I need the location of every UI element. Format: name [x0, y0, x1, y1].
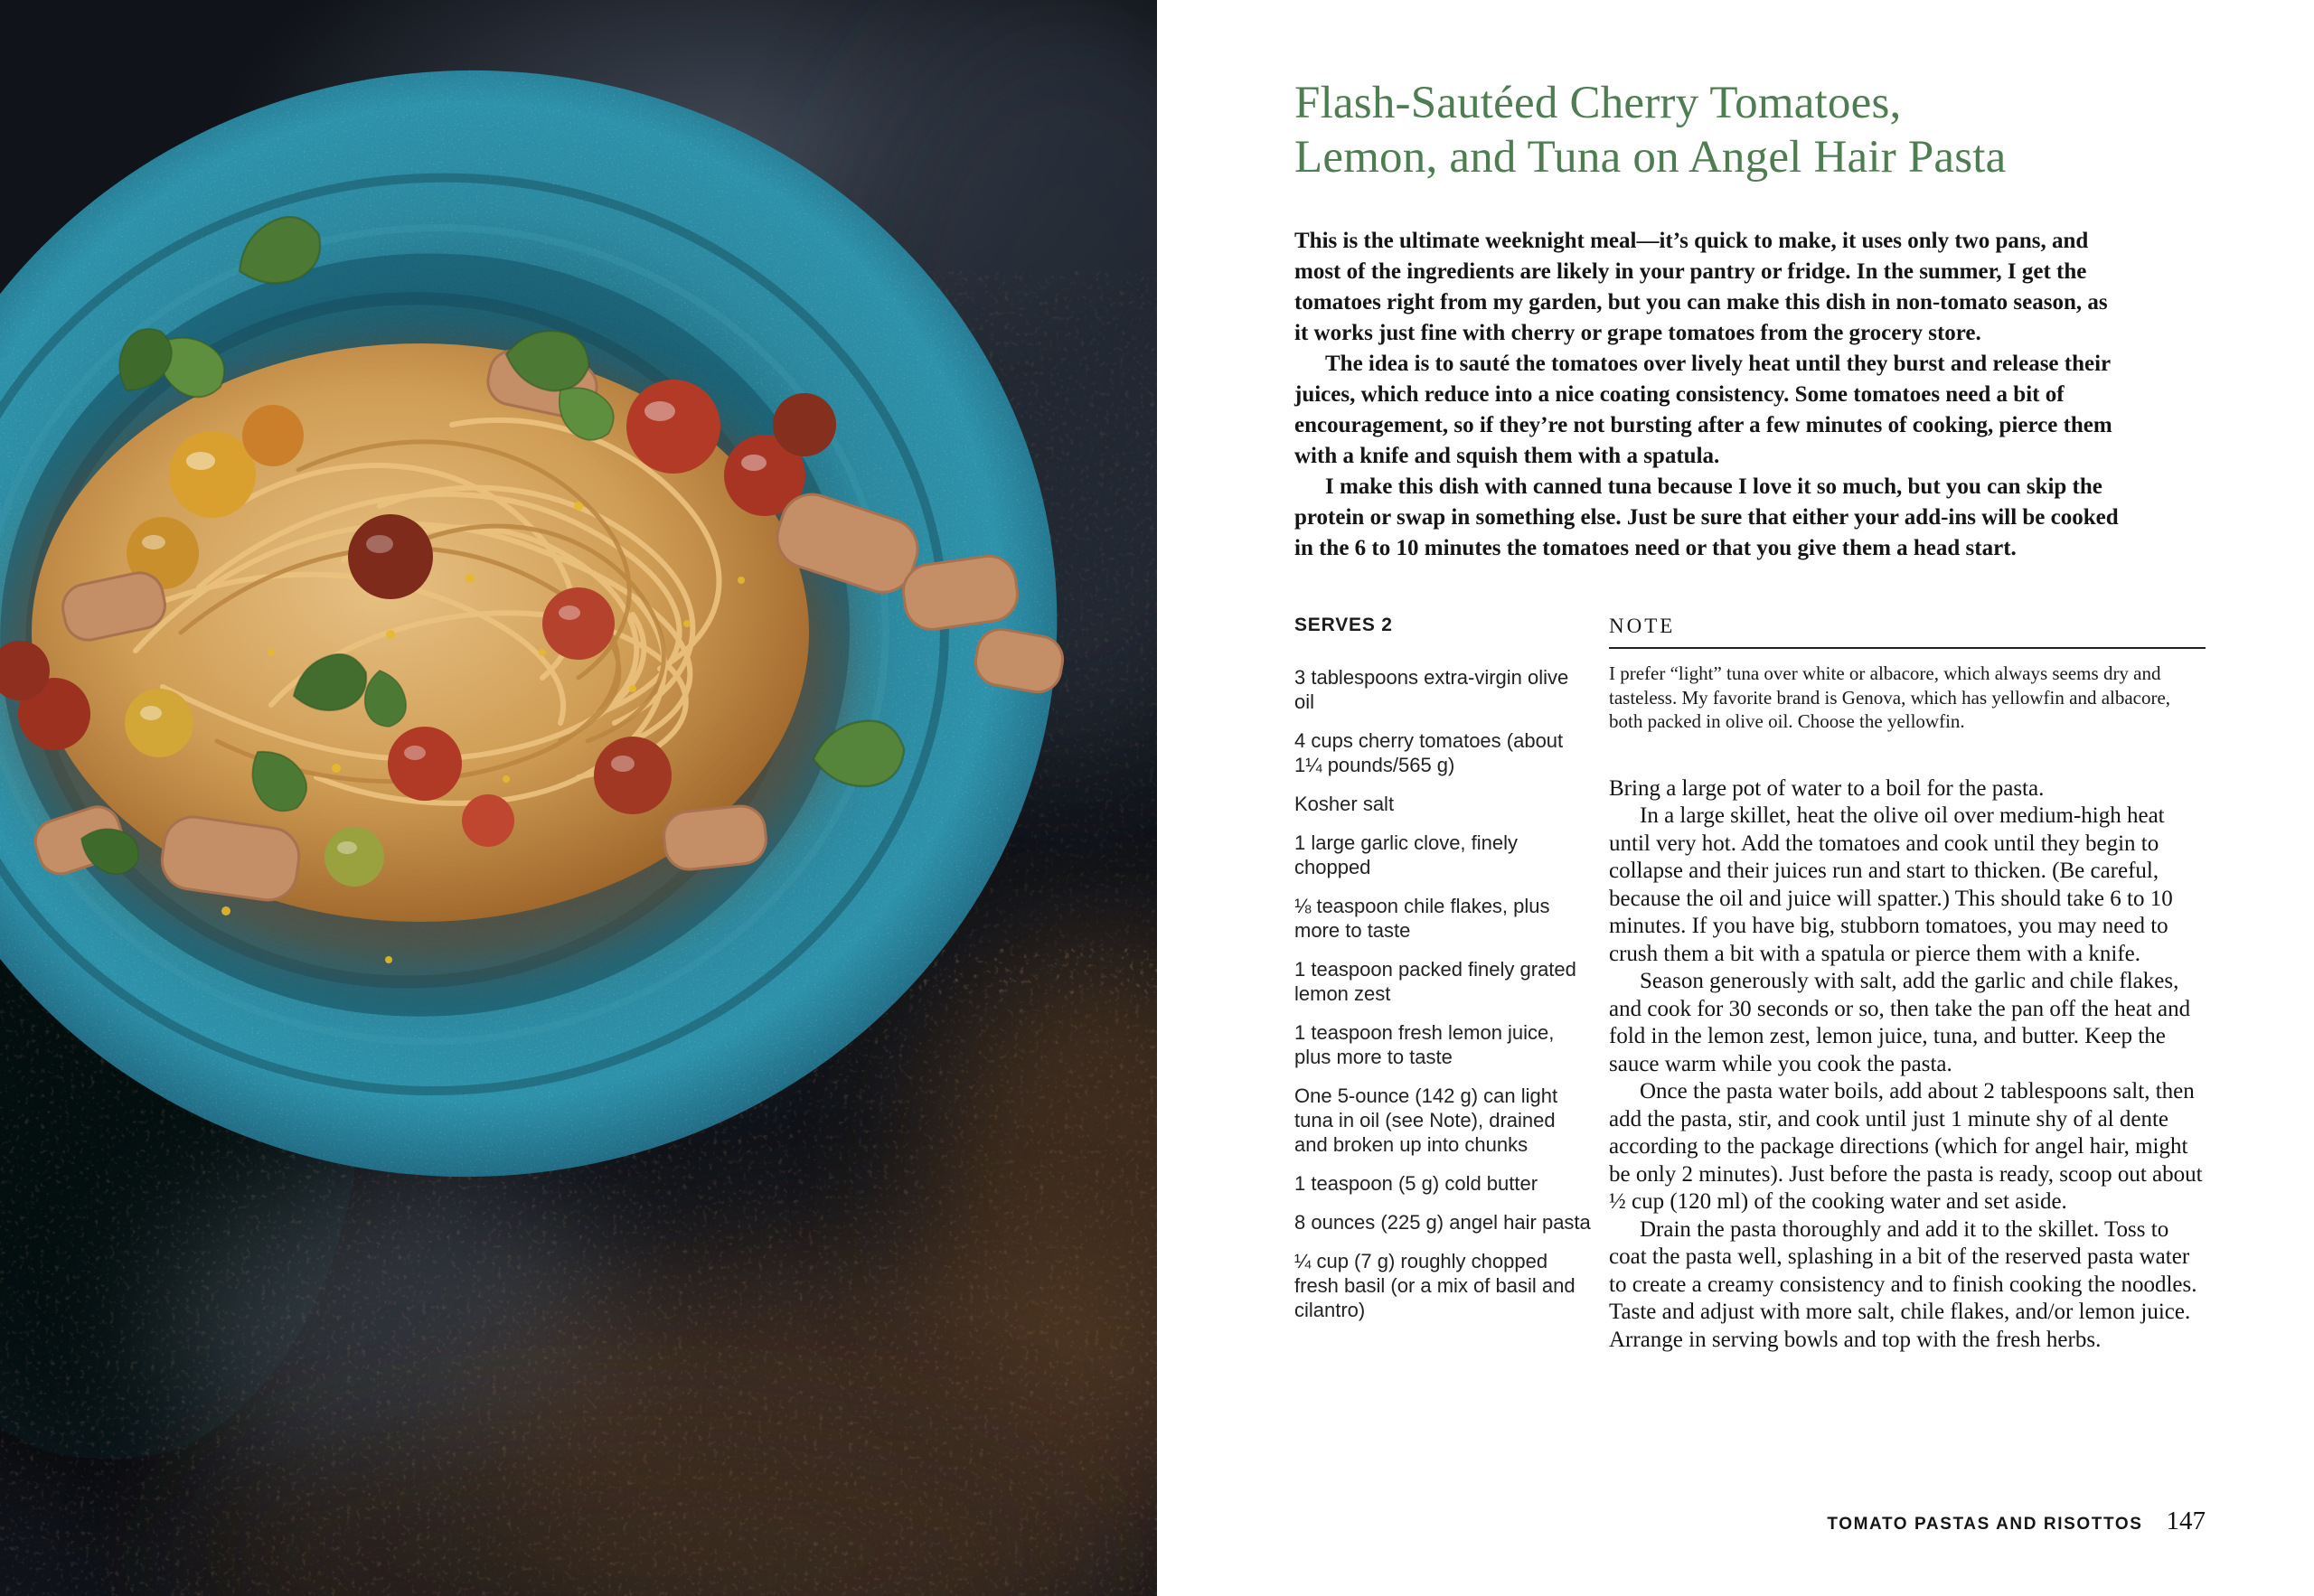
page-content	[1294, 0, 2206, 1354]
intro-paragraph: This is the ultimate weeknight meal—it’s quick to make, it uses only two pans, and most of the ingredients are likely in your pantry or fridge. In the summer, I get the tomatoes right from my garden, but you can make this dish in non-tomato season, as it works just fine with cherry or grape tomatoes from the grocery store.	[1294, 229, 2108, 345]
ingredient-item: 1 teaspoon (5 g) cold butter	[1294, 1172, 1538, 1195]
intro-paragraph: I make this dish with canned tuna because I love it so much, but you can skip the protein or swap in something else. Just be sure that either your add-ins will be cooked in the 6 to 10 minutes the tomatoes need or that you give them a head start.	[1294, 474, 2119, 560]
ingredient-item: 4 cups cherry tomatoes (about 1¼ pounds/565 g)	[1294, 729, 1564, 776]
recipe-page	[1157, 0, 2314, 1596]
ingredient-item: 3 tablespoons extra-virgin olive oil	[1294, 666, 1569, 713]
ingredient-item: 1 teaspoon fresh lemon juice, plus more to taste	[1294, 1021, 1555, 1068]
chapter-label: TOMATO PASTAS AND RISOTTOS	[1827, 1515, 2143, 1534]
recipe-title-line1: Flash-Sautéed Cherry Tomatoes,	[1294, 78, 1902, 128]
serves-label: SERVES 2	[1294, 615, 1393, 635]
page-number: 147	[2166, 1507, 2206, 1535]
method-column	[1609, 615, 2206, 1354]
page-footer	[1827, 1507, 2206, 1536]
method-paragraph: Bring a large pot of water to a boil for the pasta.	[1609, 775, 2045, 801]
ingredient-item: ⅛ teaspoon chile flakes, plus more to taste	[1294, 895, 1550, 942]
method-text	[1609, 775, 2206, 1355]
ingredient-item: 1 large garlic clove, finely chopped	[1294, 831, 1519, 878]
method-paragraph: Season generously with salt, add the garlic and chile flakes, and cook for 30 seconds or so, then take the pan off the heat and fold in the lemon zest, lemon juice, tuna, and butter. Keep the sauce warm while you cook the pasta.	[1609, 969, 2191, 1076]
ingredient-item: ¼ cup (7 g) roughly chopped fresh basil (or a mix of basil and cilantro)	[1294, 1250, 1576, 1321]
method-paragraph: Once the pasta water boils, add about 2 tablespoons salt, then add the pasta, stir, and cook until just 1 minute shy of al dente according to the package directions (which for angel hair, might be only 2 minutes). Just before the pasta is ready, scoop out about ½ cup (120 ml) of the cooking water and set aside.	[1609, 1079, 2203, 1214]
recipe-title-line2: Lemon, and Tuna on Angel Hair Pasta	[1294, 132, 2007, 183]
ingredient-item: 1 teaspoon packed finely grated lemon zest	[1294, 958, 1576, 1005]
ingredient-item: 8 ounces (225 g) angel hair pasta	[1294, 1211, 1591, 1234]
note-heading: NOTE	[1609, 615, 2206, 649]
intro-paragraph: The idea is to sauté the tomatoes over lively heat until they burst and release their juices, which reduce into a nice coating consistency. Some tomatoes need a bit of encouragement, so if they’re not bursting after a few minutes of cooking, pierce them with a knife and squish them with a spatula.	[1294, 352, 2112, 468]
method-paragraph: Drain the pasta thoroughly and add it to the skillet. Toss to coat the pasta well, splashing in a bit of the reserved pasta water to create a creamy consistency and to finish cooking the noodles. Taste and adjust with more salt, chile flakes, and/or lemon juice. Arrange in serving bowls and top with the fresh herbs.	[1609, 1216, 2197, 1352]
ingredient-item: Kosher salt	[1294, 793, 1395, 815]
ingredient-item: One 5-ounce (142 g) can light tuna in oil (see Note), drained and broken up into chunks	[1294, 1084, 1558, 1156]
recipe-intro	[1294, 226, 2126, 564]
note-body: I prefer “light” tuna over white or albacore, which always seems dry and tasteless. My favorite brand is Genova, which has yellowfin and albacore, both packed in olive oil. Choose the yellowfin.	[1609, 662, 2171, 732]
recipe-columns	[1294, 615, 2206, 1354]
ingredients-column	[1294, 615, 1593, 1354]
recipe-title	[1294, 76, 2206, 184]
method-paragraph: In a large skillet, heat the olive oil over medium-high heat until very hot. Add the tomatoes and cook until they begin to collapse and their juices run and start to thicken. (Be careful, because the oil and juice will spatter.) This should take 6 to 10 minutes. If you have big, stubborn tomatoes, you may need to crush them a bit with a spatula or pierce them with a knife.	[1609, 803, 2173, 966]
